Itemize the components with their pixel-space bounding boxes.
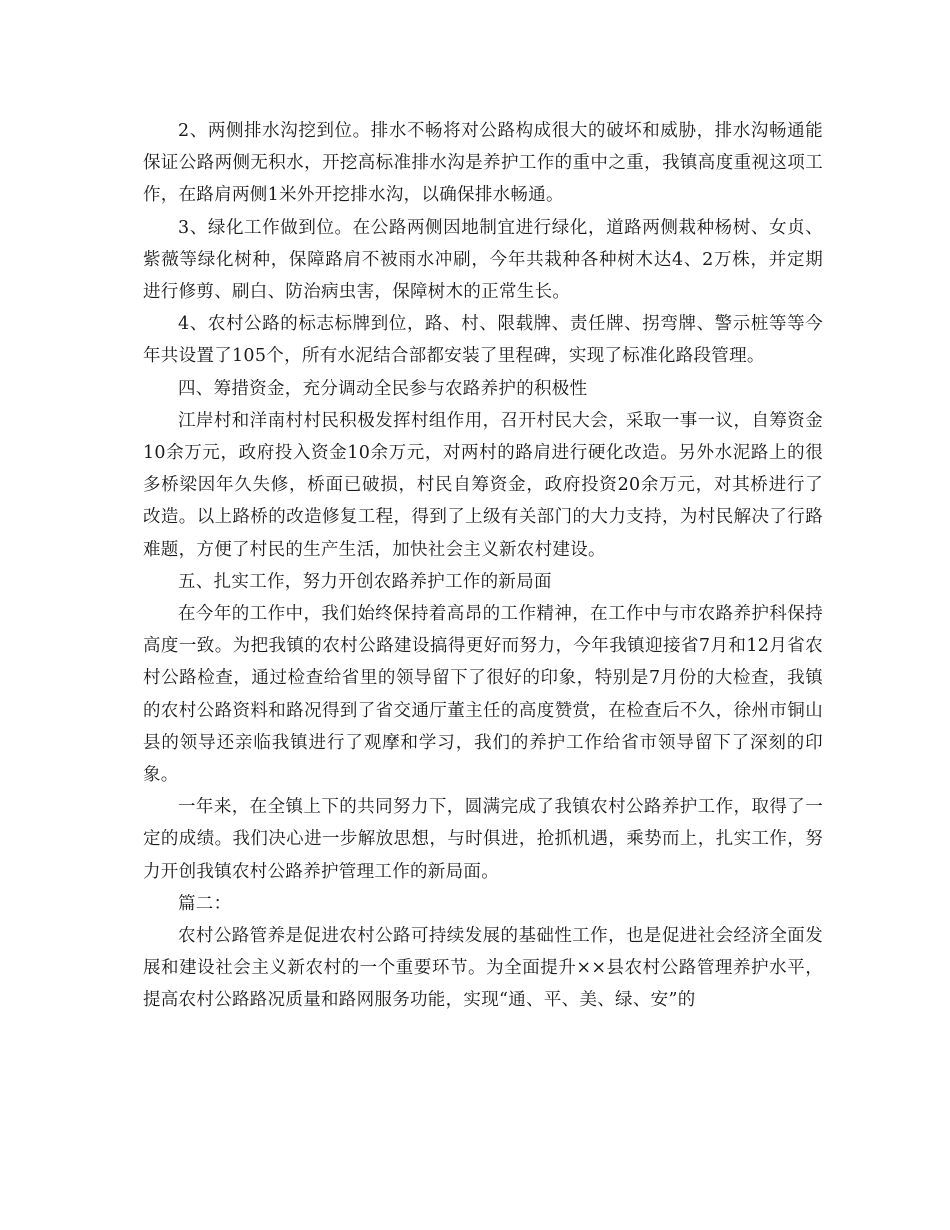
paragraph-drainage: 2、两侧排水沟挖到位。排水不畅将对公路构成很大的破坏和威胁，排水沟畅通能保证公路两侧无积水，开挖高标准排水沟是养护工作的重中之重，我镇高度重视这项工作，在路肩两侧1米外开挖排水沟，以确保排水畅通。	[143, 121, 823, 206]
document-body	[143, 115, 823, 1017]
section-heading-funding: 四、筹措资金，充分调动全民参与农路养护的积极性	[178, 378, 588, 399]
paragraph-part-two-intro: 农村公路管养是促进农村公路可持续发展的基础性工作，也是促进社会经济全面发展和建设社会主义新农村的一个重要环节。为全面提升××县农村公路管理养护水平，提高农村公路路况质量和路网服务功能，实现“通、平、美、绿、安”的	[143, 926, 823, 1011]
paragraph-greening: 3、绿化工作做到位。在公路两侧因地制宜进行绿化，道路两侧栽种杨树、女贞、紫薇等绿化树种，保障路肩不被雨水冲刷，今年共栽种各种树木达4、2万株，并定期进行修剪、刷白、防治病虫害，保障树木的正常生长。	[143, 217, 823, 303]
paragraph-summary: 一年来，在全镇上下的共同努力下，圆满完成了我镇农村公路养护工作，取得了一定的成绩。我们决心进一步解放思想，与时俱进，抢抓机遇，乘势而上，扎实工作，努力开创我镇农村公路养护管理工作的新局面。	[143, 797, 823, 882]
paragraph-funding: 江岸村和洋南村村民积极发挥村组作用，召开村民大会，采取一事一议，自筹资金10余万元，政府投入资金10余万元，对两村的路肩进行硬化改造。另外水泥路上的很多桥梁因年久失修，桥面已破损，村民自筹资金，政府投资20余万元，对其桥进行了改造。以上路桥的改造修复工程，得到了上级有关部门的大力支持，为村民解决了行路难题，方便了村民的生产生活，加快社会主义新农村建设。	[143, 410, 823, 560]
part-heading-two: 篇二：	[178, 893, 232, 914]
paragraph-inspection: 在今年的工作中，我们始终保持着高昂的工作精神，在工作中与市农路养护科保持高度一致。为把我镇的农村公路建设搞得更好而努力，今年我镇迎接省7月和12月省农村公路检查，通过检查给省里的领导留下了很好的印象，特别是7月份的大检查，我镇的农村公路资料和路况得到了省交通厅董主任的高度赞赏，在检查后不久，徐州市铜山县的领导还亲临我镇进行了观摩和学习，我们的养护工作给省市领导留下了深刻的印象。	[143, 604, 823, 786]
paragraph-signage: 4、农村公路的标志标牌到位，路、村、限载牌、责任牌、拐弯牌、警示桩等等今年共设置了105个，所有水泥结合部都安装了里程碑，实现了标准化路段管理。	[143, 314, 823, 367]
section-heading-work: 五、扎实工作，努力开创农路养护工作的新局面	[178, 571, 552, 592]
